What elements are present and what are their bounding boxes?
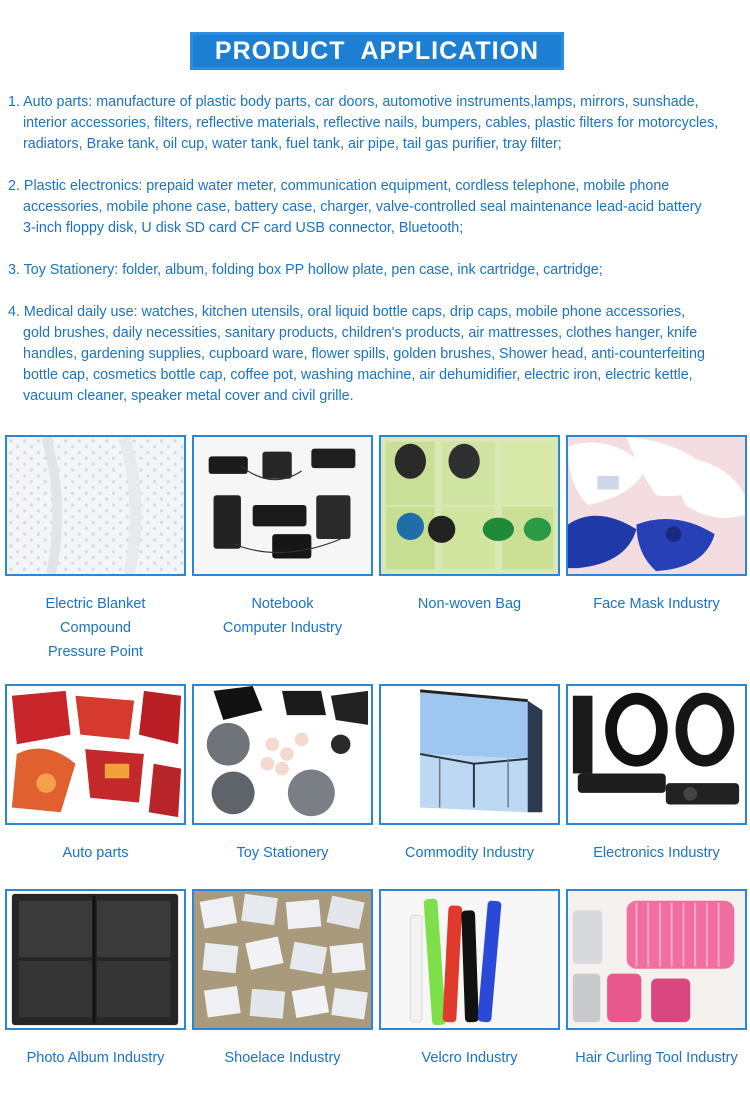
item-text: accessories, mobile phone case, battery case, charger, valve-controlled seal maintenance lead-acid battery bbox=[23, 199, 702, 215]
caption-line: Commodity Industry bbox=[405, 845, 534, 861]
gallery-item-auto-parts bbox=[5, 684, 186, 865]
caption-line: Electronics Industry bbox=[593, 845, 720, 861]
application-item-auto-parts bbox=[8, 92, 744, 155]
gallery-item-electronics bbox=[566, 684, 747, 865]
gallery-caption bbox=[379, 1046, 560, 1070]
item-number: 3. bbox=[8, 262, 20, 278]
auto-parts-image bbox=[5, 684, 186, 825]
notebook-parts-image bbox=[192, 435, 373, 576]
photo-album-image bbox=[5, 889, 186, 1030]
gallery-caption bbox=[566, 1046, 747, 1070]
non-woven-bag-image bbox=[379, 435, 560, 576]
caption-line: Computer Industry bbox=[222, 620, 343, 636]
gallery-caption bbox=[5, 592, 186, 664]
commodity-box-image bbox=[379, 684, 560, 825]
electronics-image bbox=[566, 684, 747, 825]
item-text: interior accessories, filters, reflective materials, reflective nails, bumpers, cables, plastic filters for motorcycles, bbox=[23, 115, 719, 131]
gallery-item-photo-album bbox=[5, 889, 186, 1070]
item-text: Auto parts: manufacture of plastic body parts, car doors, automotive instruments,lamps, mirrors, sunshade, bbox=[23, 94, 699, 110]
hair-curler-image bbox=[566, 889, 747, 1030]
caption-line: Face Mask Industry bbox=[593, 596, 720, 612]
gallery-caption bbox=[566, 841, 747, 865]
gallery-caption bbox=[192, 592, 373, 640]
item-text: Toy Stationery: folder, album, folding box PP hollow plate, pen case, ink cartridge, cartridge; bbox=[23, 262, 603, 278]
item-text: Medical daily use: watches, kitchen utensils, oral liquid bottle caps, drip caps, mobile phone accessories, bbox=[23, 304, 686, 320]
face-mask-image bbox=[566, 435, 747, 576]
gallery-caption bbox=[5, 841, 186, 865]
item-text: gold brushes, daily necessities, sanitary products, children's products, air mattresses, clothes hanger, knife bbox=[23, 325, 698, 341]
caption-line: Photo Album Industry bbox=[26, 1050, 165, 1066]
gallery-item-velcro bbox=[379, 889, 560, 1070]
gallery-caption bbox=[192, 1046, 373, 1070]
gallery-item-shoelace bbox=[192, 889, 373, 1070]
shoelace-tips-image bbox=[192, 889, 373, 1030]
gallery-item-non-woven-bag bbox=[379, 435, 560, 616]
caption-line: Auto parts bbox=[62, 845, 129, 861]
electric-blanket-image bbox=[5, 435, 186, 576]
caption-line: Shoelace Industry bbox=[224, 1050, 341, 1066]
caption-line: Toy Stationery bbox=[236, 845, 329, 861]
gallery-item-face-mask bbox=[566, 435, 747, 616]
caption-line: Pressure Point bbox=[47, 644, 144, 660]
item-text: handles, gardening supplies, cupboard ware, flower spills, golden brushes, Shower head, anti-counterfeiting bbox=[23, 346, 705, 362]
item-text: radiators, Brake tank, oil cup, water tank, fuel tank, air pipe, tail gas purifier, tray filter; bbox=[23, 136, 562, 152]
gallery-item-notebook bbox=[192, 435, 373, 640]
gallery-caption bbox=[5, 1046, 186, 1070]
gallery-caption bbox=[379, 592, 560, 616]
gallery-caption bbox=[566, 592, 747, 616]
caption-line: Notebook bbox=[251, 596, 314, 612]
page-title: PRODUCT APPLICATION bbox=[214, 36, 540, 65]
title-banner bbox=[190, 32, 564, 70]
item-number: 4. bbox=[8, 304, 20, 320]
item-number: 2. bbox=[8, 178, 20, 194]
gallery-caption bbox=[379, 841, 560, 865]
gallery-item-toy-stationery bbox=[192, 684, 373, 865]
gallery-item-commodity bbox=[379, 684, 560, 865]
caption-line: Hair Curling Tool Industry bbox=[575, 1050, 738, 1066]
toy-stationery-image bbox=[192, 684, 373, 825]
caption-line: Electric Blanket bbox=[45, 596, 146, 612]
item-text: vacuum cleaner, speaker metal cover and civil grille. bbox=[23, 388, 354, 404]
caption-line: Velcro Industry bbox=[421, 1050, 518, 1066]
application-item-toy-stationery bbox=[8, 260, 744, 281]
application-item-medical-daily-use bbox=[8, 302, 744, 407]
application-item-plastic-electronics bbox=[8, 176, 744, 239]
gallery-item-hair-curling bbox=[566, 889, 747, 1070]
gallery-item-electric-blanket bbox=[5, 435, 186, 664]
item-text: Plastic electronics: prepaid water meter, communication equipment, cordless telephone, mobile phone bbox=[23, 178, 670, 194]
item-text: bottle cap, cosmetics bottle cap, coffee pot, washing machine, air dehumidifier, electric iron, electric kettle, bbox=[23, 367, 693, 383]
gallery-caption bbox=[192, 841, 373, 865]
velcro-straps-image bbox=[379, 889, 560, 1030]
application-list bbox=[8, 92, 744, 428]
caption-line: Compound bbox=[60, 620, 131, 636]
item-number: 1. bbox=[8, 94, 20, 110]
item-text: 3-inch floppy disk, U disk SD card CF card USB connector, Bluetooth; bbox=[23, 220, 464, 236]
caption-line: Non-woven Bag bbox=[417, 596, 522, 612]
